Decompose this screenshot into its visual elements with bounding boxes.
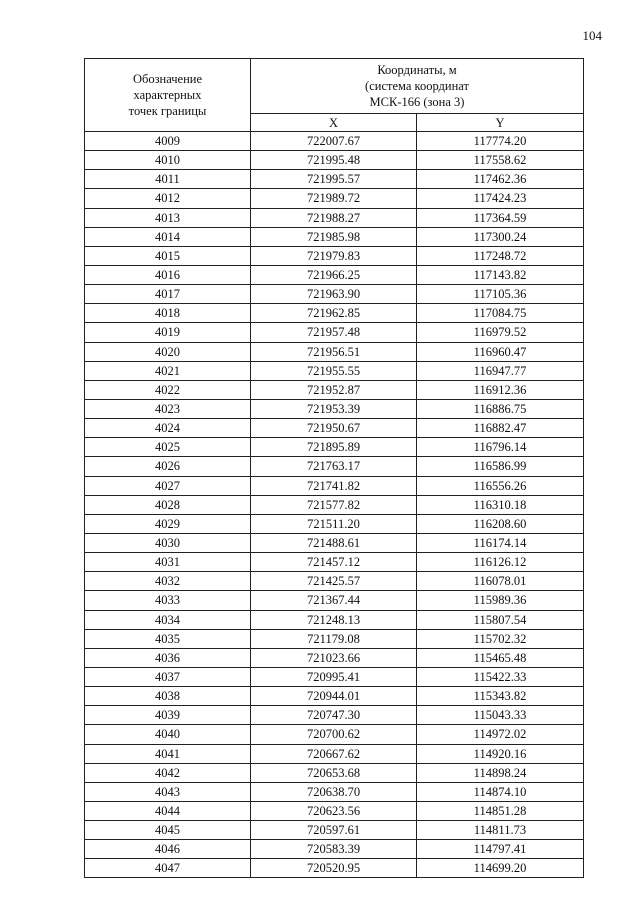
cell-point: 4019 (85, 323, 251, 342)
table-row (85, 514, 584, 533)
cell-point: 4034 (85, 610, 251, 629)
cell-point: 4038 (85, 687, 251, 706)
cell-point: 4025 (85, 438, 251, 457)
table-row (85, 725, 584, 744)
cell-x: 721179.08 (251, 629, 417, 648)
cell-y: 117300.24 (417, 227, 584, 246)
cell-x: 720583.39 (251, 840, 417, 859)
cell-y: 116126.12 (417, 553, 584, 572)
cell-y: 115043.33 (417, 706, 584, 725)
cell-point: 4013 (85, 208, 251, 227)
cell-point: 4035 (85, 629, 251, 648)
cell-y: 117364.59 (417, 208, 584, 227)
cell-y: 116882.47 (417, 419, 584, 438)
cell-y: 117084.75 (417, 304, 584, 323)
cell-x: 720638.70 (251, 782, 417, 801)
cell-point: 4021 (85, 361, 251, 380)
table-row (85, 208, 584, 227)
cell-point: 4014 (85, 227, 251, 246)
table-row (85, 706, 584, 725)
cell-x: 721488.61 (251, 533, 417, 552)
table-row (85, 840, 584, 859)
cell-y: 114898.24 (417, 763, 584, 782)
cell-x: 720995.41 (251, 667, 417, 686)
cell-y: 117143.82 (417, 265, 584, 284)
table-row (85, 591, 584, 610)
cell-x: 721023.66 (251, 648, 417, 667)
cell-point: 4045 (85, 821, 251, 840)
cell-x: 721955.55 (251, 361, 417, 380)
cell-x: 721953.39 (251, 399, 417, 418)
cell-point: 4042 (85, 763, 251, 782)
cell-x: 721457.12 (251, 553, 417, 572)
cell-point: 4031 (85, 553, 251, 572)
cell-y: 114851.28 (417, 801, 584, 820)
cell-point: 4039 (85, 706, 251, 725)
cell-point: 4036 (85, 648, 251, 667)
cell-x: 721577.82 (251, 495, 417, 514)
cell-x: 721995.57 (251, 170, 417, 189)
cell-x: 721985.98 (251, 227, 417, 246)
table-row (85, 572, 584, 591)
header-coords-line: Координаты, м (377, 63, 457, 77)
cell-point: 4010 (85, 151, 251, 170)
cell-x: 721367.44 (251, 591, 417, 610)
cell-point: 4044 (85, 801, 251, 820)
table-row (85, 361, 584, 380)
table-row (85, 419, 584, 438)
header-point-line: характерных (133, 88, 202, 102)
cell-x: 721989.72 (251, 189, 417, 208)
cell-y: 115465.48 (417, 648, 584, 667)
cell-x: 721957.48 (251, 323, 417, 342)
cell-y: 115422.33 (417, 667, 584, 686)
cell-y: 117462.36 (417, 170, 584, 189)
cell-point: 4027 (85, 476, 251, 495)
table-row (85, 533, 584, 552)
cell-y: 114811.73 (417, 821, 584, 840)
header-point-line: точек границы (128, 104, 207, 118)
cell-point: 4047 (85, 859, 251, 878)
table-row (85, 687, 584, 706)
cell-point: 4023 (85, 399, 251, 418)
table-row (85, 744, 584, 763)
header-point-line: Обозначение (132, 72, 203, 86)
cell-y: 117424.23 (417, 189, 584, 208)
table-row (85, 151, 584, 170)
cell-point: 4043 (85, 782, 251, 801)
cell-point: 4033 (85, 591, 251, 610)
cell-y: 116586.99 (417, 457, 584, 476)
cell-y: 117774.20 (417, 132, 584, 151)
cell-y: 116310.18 (417, 495, 584, 514)
cell-x: 721988.27 (251, 208, 417, 227)
table-row (85, 763, 584, 782)
table-row (85, 285, 584, 304)
cell-y: 116979.52 (417, 323, 584, 342)
table-row (85, 227, 584, 246)
cell-point: 4018 (85, 304, 251, 323)
table-row (85, 399, 584, 418)
header-x: X (251, 114, 417, 132)
cell-y: 117105.36 (417, 285, 584, 304)
table-row (85, 132, 584, 151)
cell-x: 721511.20 (251, 514, 417, 533)
cell-x: 720700.62 (251, 725, 417, 744)
cell-y: 116208.60 (417, 514, 584, 533)
cell-x: 720944.01 (251, 687, 417, 706)
cell-point: 4016 (85, 265, 251, 284)
cell-x: 721979.83 (251, 246, 417, 265)
cell-x: 721995.48 (251, 151, 417, 170)
cell-x: 721763.17 (251, 457, 417, 476)
cell-y: 116886.75 (417, 399, 584, 418)
cell-point: 4020 (85, 342, 251, 361)
cell-point: 4041 (85, 744, 251, 763)
cell-x: 721741.82 (251, 476, 417, 495)
cell-point: 4040 (85, 725, 251, 744)
cell-y: 116796.14 (417, 438, 584, 457)
table-row (85, 495, 584, 514)
cell-x: 720623.56 (251, 801, 417, 820)
table-body (85, 132, 584, 878)
cell-point: 4046 (85, 840, 251, 859)
header-coords-line: МСК-166 (зона 3) (369, 95, 465, 109)
cell-x: 721962.85 (251, 304, 417, 323)
cell-x: 721963.90 (251, 285, 417, 304)
coordinates-table (84, 58, 584, 878)
cell-point: 4011 (85, 170, 251, 189)
cell-point: 4017 (85, 285, 251, 304)
table-row (85, 667, 584, 686)
table-row (85, 610, 584, 629)
cell-point: 4026 (85, 457, 251, 476)
cell-x: 720597.61 (251, 821, 417, 840)
cell-x: 721950.67 (251, 419, 417, 438)
cell-y: 117558.62 (417, 151, 584, 170)
cell-y: 114797.41 (417, 840, 584, 859)
table-row (85, 265, 584, 284)
table-row (85, 457, 584, 476)
cell-y: 115989.36 (417, 591, 584, 610)
cell-y: 115702.32 (417, 629, 584, 648)
cell-x: 721895.89 (251, 438, 417, 457)
cell-y: 116556.26 (417, 476, 584, 495)
cell-point: 4015 (85, 246, 251, 265)
cell-point: 4009 (85, 132, 251, 151)
cell-y: 115343.82 (417, 687, 584, 706)
cell-y: 116947.77 (417, 361, 584, 380)
cell-x: 720653.68 (251, 763, 417, 782)
cell-x: 722007.67 (251, 132, 417, 151)
table-row (85, 801, 584, 820)
cell-point: 4030 (85, 533, 251, 552)
table-row (85, 189, 584, 208)
cell-y: 117248.72 (417, 246, 584, 265)
header-y: Y (417, 114, 584, 132)
cell-y: 115807.54 (417, 610, 584, 629)
cell-y: 114972.02 (417, 725, 584, 744)
cell-y: 114874.10 (417, 782, 584, 801)
table-row (85, 629, 584, 648)
cell-x: 721952.87 (251, 380, 417, 399)
cell-y: 116174.14 (417, 533, 584, 552)
table-header (85, 59, 584, 132)
table-row (85, 782, 584, 801)
cell-y: 116912.36 (417, 380, 584, 399)
table-row (85, 553, 584, 572)
cell-point: 4028 (85, 495, 251, 514)
cell-y: 116078.01 (417, 572, 584, 591)
header-coords-line: (система координат (365, 79, 469, 93)
cell-x: 721248.13 (251, 610, 417, 629)
cell-point: 4022 (85, 380, 251, 399)
table-row (85, 648, 584, 667)
cell-x: 721956.51 (251, 342, 417, 361)
table-row (85, 859, 584, 878)
header-coordinates (251, 59, 584, 114)
cell-point: 4029 (85, 514, 251, 533)
header-point-designation (85, 59, 251, 132)
cell-y: 116960.47 (417, 342, 584, 361)
table-row (85, 170, 584, 189)
cell-point: 4012 (85, 189, 251, 208)
cell-x: 720747.30 (251, 706, 417, 725)
cell-point: 4032 (85, 572, 251, 591)
cell-y: 114699.20 (417, 859, 584, 878)
cell-point: 4024 (85, 419, 251, 438)
page-number: 104 (582, 28, 602, 43)
table-row (85, 246, 584, 265)
table-row (85, 438, 584, 457)
cell-x: 720667.62 (251, 744, 417, 763)
cell-x: 721966.25 (251, 265, 417, 284)
table-row (85, 342, 584, 361)
table-row (85, 323, 584, 342)
cell-x: 721425.57 (251, 572, 417, 591)
table-row (85, 476, 584, 495)
table-row (85, 380, 584, 399)
table-row (85, 821, 584, 840)
cell-y: 114920.16 (417, 744, 584, 763)
cell-x: 720520.95 (251, 859, 417, 878)
cell-point: 4037 (85, 667, 251, 686)
table-row (85, 304, 584, 323)
